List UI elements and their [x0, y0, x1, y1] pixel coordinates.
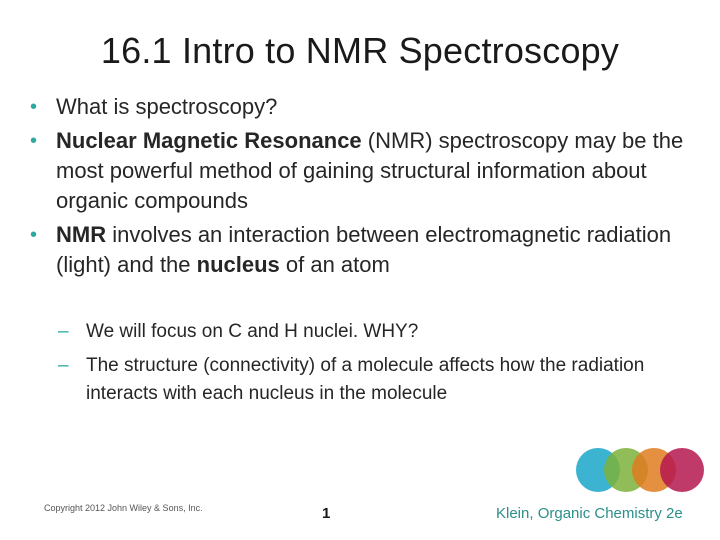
bullet-bold-text: Nuclear Magnetic Resonance	[56, 128, 362, 153]
sub-bullet-item	[58, 352, 678, 408]
bullet-text: involves an interaction between electromagnetic radiation (light) and the	[56, 222, 672, 277]
bullet-item	[30, 126, 700, 216]
bullet-text: (NMR) spectroscopy may be the most powerful method of gaining structural information about organic compounds	[56, 128, 684, 213]
bullet-dot-icon: •	[30, 130, 38, 152]
slide-title: 16.1 Intro to NMR Spectroscopy	[100, 30, 620, 71]
bullet-item	[30, 92, 700, 122]
bullet-item	[30, 220, 700, 280]
sub-bullet-text: We will focus on C and H nuclei. WHY?	[86, 321, 419, 342]
sub-bullet-text: The structure (connectivity) of a molecule affects how the radiation interacts with each nucleus in the molecule	[86, 355, 645, 404]
bullet-text: of an atom	[279, 252, 390, 277]
bullet-dot-icon: •	[30, 224, 38, 246]
bullet-dot-icon: •	[30, 96, 38, 118]
dash-icon: –	[58, 321, 69, 342]
bullet-text: What is spectroscopy?	[56, 94, 278, 119]
sub-bullet-item	[58, 318, 678, 346]
bullet-bold-text: NMR	[56, 222, 107, 247]
dash-icon: –	[58, 355, 69, 376]
bullet-list	[30, 92, 700, 284]
sub-bullet-list	[58, 318, 678, 414]
copyright-text: Copyright 2012 John Wiley & Sons, Inc.	[44, 503, 203, 513]
book-reference: Klein, Organic Chemistry 2e	[496, 505, 683, 522]
logo-circle-magenta	[660, 448, 704, 492]
page-number: 1	[322, 505, 331, 522]
bullet-bold-text: nucleus	[196, 252, 280, 277]
publisher-logo-icon	[576, 448, 706, 492]
